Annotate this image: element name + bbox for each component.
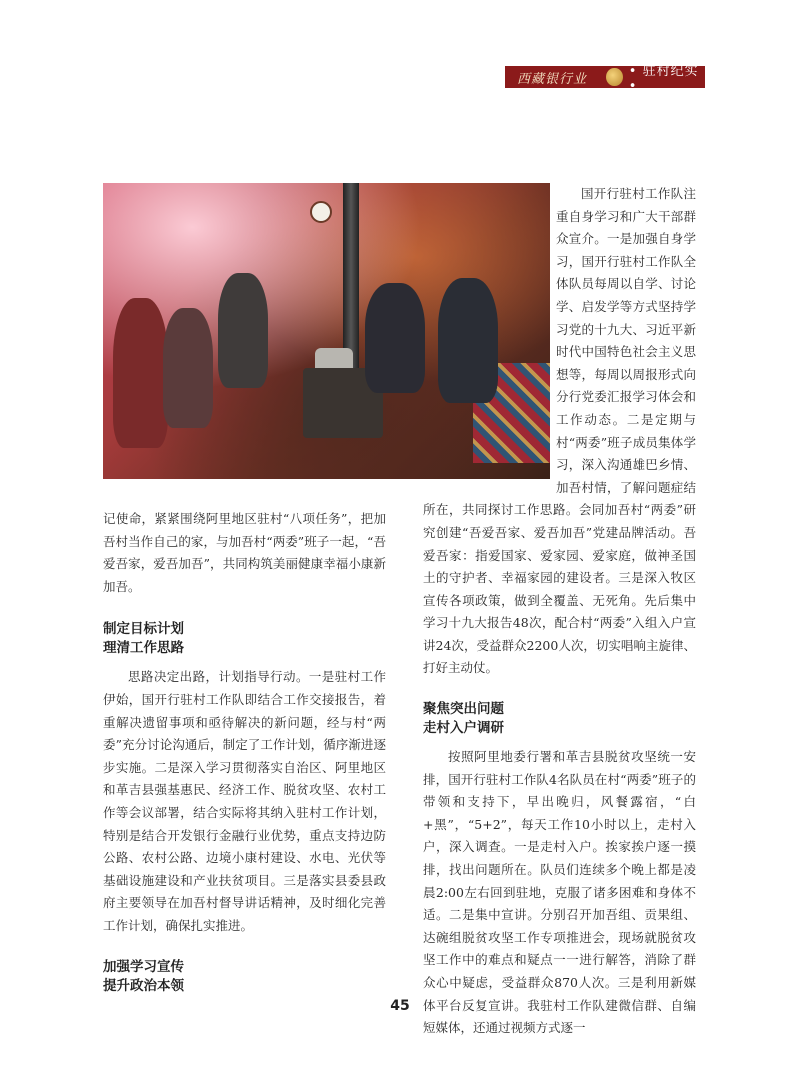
- section3-title-line2: 走村入户调研: [423, 720, 504, 737]
- section2-title-line1: 加强学习宣传: [103, 958, 184, 975]
- right-column-text: [423, 183, 696, 1040]
- section-label: • 驻村纪实 •: [628, 64, 699, 94]
- person-figure: [163, 308, 213, 428]
- section3-paragraph: 按照阿里地委行署和革吉县脱贫攻坚统一安排，国开行驻村工作队4名队员在村“两委”班子的带领和支持下，早出晚归，风餐露宿，“白+黑”，“5+2”，每天工作10小时以上，走村入户，深入调查。一是走村入户。挨家挨户逐一摸排，找出问题所在。队员们连续多个晚上都是凌晨2:00左右回到驻地，克服了诸多困难和身体不适。二是集中宣讲。分别召开加吾组、贡果组、达碗组脱贫攻坚工作专项推进会，现场就脱贫攻坚工作中的难点和疑点一一进行解答，消除了群众心中疑虑，受益群众870人次。三是利用新媒体平台反复宣讲。我驻村工作队建微信群、自编短媒体，还通过视频方式逐一: [423, 749, 696, 1036]
- section1-title-line1: 制定目标计划: [103, 621, 184, 638]
- section1-title-line2: 理清工作思路: [103, 640, 184, 657]
- stovepipe: [343, 183, 359, 373]
- section1-paragraph: 思路决定出路，计划指导行动。一是驻村工作伊始，国开行驻村工作队即结合工作交接报告，着重解决遗留事项和亟待解决的新问题，经与村“两委”充分讨论沟通后，制定了工作计划，循序渐进逐步实施。二是深入学习贯彻落实自治区、阿里地区和革吉县强基惠民、经济工作、脱贫攻坚、农村工作等会议部署，结合实际将其纳入驻村工作计划，特别是结合开发银行金融行业优势，重点支持边防公路、农村公路、边境小康村建设、水电、光伏等基础设施建设和产业扶贫项目。三是落实县委县政府主要领导在加吾村督导讲话精神，及时细化完善工作计划，确保扎实推进。: [103, 669, 386, 933]
- person-figure: [113, 298, 168, 448]
- section2-title-line2: 提升政治本领: [103, 977, 184, 994]
- intro-paragraph: 国开行驻村工作队注重自身学习和广大干部群众宣介。一是加强自身学习，国开行驻村工作队全体队员每周以自学、讨论学、启发学等方式坚持学习党的十九大、习近平新时代中国特色社会主义思想等，每周以周报形式向分行党委汇报学习体会和工作动态。二是定期与村“两委”班子成员集体学习，深入沟通雄巴乡情、加吾村情，了解问题症结所在，共同探讨工作思路。会同加吾村“两委”研究创建“吾爱吾家、爱吾加吾”党建品牌活动。吾爱吾家：指爱国家、爱家园、爱家庭，做神圣国土的守护者、幸福家园的建设者。三是深入牧区宣传各项政策，做到全覆盖、无死角。先后集中学习十九大报告48次，配合村“两委”入组入户宣讲24次，受益群众2200人次，切实唱响主旋律、打好主动仗。: [423, 186, 696, 676]
- magazine-brand: 西藏银行业: [517, 71, 588, 87]
- section3-title-line1: 聚焦突出问题: [423, 701, 504, 718]
- continuation-paragraph: 记使命，紧紧围绕阿里地区驻村“八项任务”，把加吾村当作自己的家，与加吾村“两委”班子一起，“吾爱吾家，爱吾加吾”，共同构筑美丽健康幸福小康新加吾。: [103, 511, 386, 594]
- left-column: [103, 508, 386, 996]
- photo-spacer: [423, 183, 556, 479]
- wall-clock: [310, 201, 332, 223]
- person-figure: [365, 283, 425, 393]
- emblem-icon: [606, 68, 622, 86]
- header-band: [505, 64, 705, 94]
- page-number: 45: [390, 998, 410, 1014]
- person-figure: [218, 273, 268, 388]
